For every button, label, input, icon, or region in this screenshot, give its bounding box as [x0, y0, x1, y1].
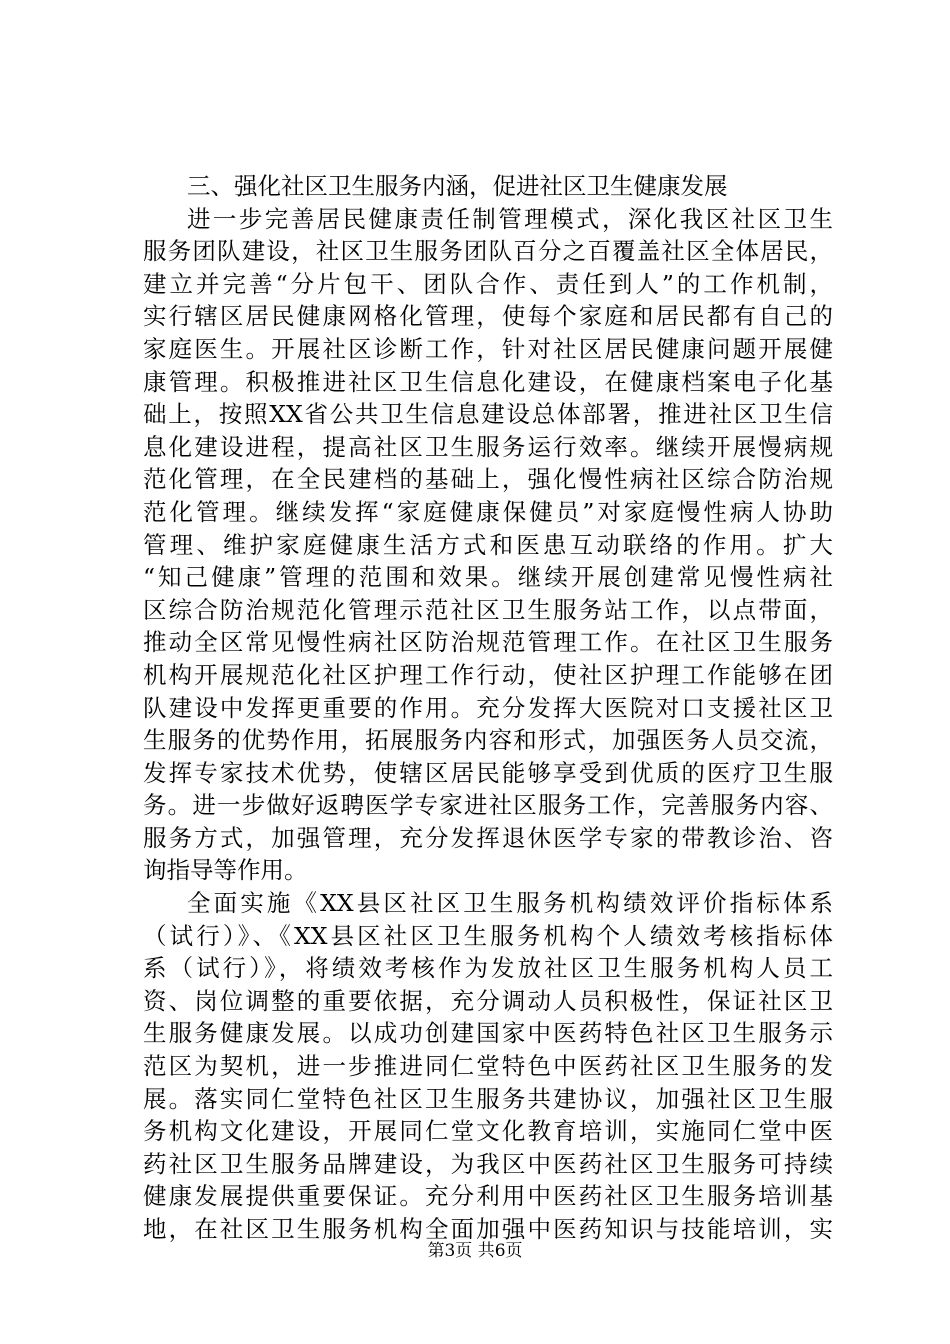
paragraph-line: 推动全区常见慢性病社区防治规范管理工作。在社区卫生服务 — [143, 628, 833, 657]
paragraph-line: 范化管理，在全民建档的基础上，强化慢性病社区综合防治规 — [143, 465, 833, 494]
paragraph-line: 地，在社区卫生服务机构全面加强中医药知识与技能培训，实 — [143, 1215, 833, 1243]
paragraph-line: 机构开展规范化社区护理工作行动，使社区护理工作能够在团 — [143, 660, 833, 689]
paragraph-line: 建立并完善“分片包干、团队合作、责任到人”的工作机制， — [143, 269, 833, 298]
paragraph-line: （试行）》、《XX县区社区卫生服务机构个人绩效考核指标体 — [143, 921, 833, 950]
paragraph-line: 服务团队建设，社区卫生服务团队百分之百覆盖社区全体居民， — [143, 237, 833, 266]
paragraph-1 — [143, 203, 833, 887]
paragraph-line: 系（试行）》，将绩效考核作为发放社区卫生服务机构人员工 — [143, 954, 833, 983]
page-number-footer: 第3页 共6页 — [427, 1241, 523, 1261]
paragraph-line: 队建设中发挥更重要的作用。充分发挥大医院对口支援社区卫 — [143, 693, 833, 722]
section-heading: 三、强化社区卫生服务内涵，促进社区卫生健康发展 — [187, 172, 728, 200]
paragraph-line: 区综合防治规范化管理示范社区卫生服务站工作，以点带面， — [143, 595, 833, 624]
paragraph-line: 范化管理。继续发挥“家庭健康保健员”对家庭慢性病人协助 — [143, 497, 833, 526]
paragraph-line: 全面实施《XX县区社区卫生服务机构绩效评价指标体系 — [187, 889, 833, 918]
paragraph-line: 务。进一步做好返聘医学专家进社区服务工作，完善服务内容、 — [143, 791, 833, 820]
paragraph-line: 进一步完善居民健康责任制管理模式，深化我区社区卫生 — [187, 204, 833, 233]
paragraph-line: 资、岗位调整的重要依据，充分调动人员积极性，保证社区卫 — [143, 986, 833, 1015]
paragraph-line: 务机构文化建设，开展同仁堂文化教育培训，实施同仁堂中医 — [143, 1117, 833, 1146]
paragraph-line: 管理、维护家庭健康生活方式和医患互动联络的作用。扩大 — [143, 530, 833, 559]
paragraph-line: 药社区卫生服务品牌建设，为我区中医药社区卫生服务可持续 — [143, 1149, 833, 1178]
paragraph-line: “知己健康”管理的范围和效果。继续开展创建常见慢性病社 — [143, 563, 833, 592]
paragraph-line: 健康发展提供重要保证。充分利用中医药社区卫生服务培训基 — [143, 1182, 833, 1211]
paragraph-line: 生服务健康发展。以成功创建国家中医药特色社区卫生服务示 — [143, 1019, 833, 1048]
paragraph-line: 家庭医生。开展社区诊断工作，针对社区居民健康问题开展健 — [143, 334, 833, 363]
paragraph-line: 康管理。积极推进社区卫生信息化建设，在健康档案电子化基 — [143, 367, 833, 396]
paragraph-line: 础上，按照XX省公共卫生信息建设总体部署，推进社区卫生信 — [143, 400, 833, 429]
paragraph-line: 服务方式，加强管理，充分发挥退休医学专家的带教诊治、咨 — [143, 823, 833, 852]
paragraph-line: 发挥专家技术优势，使辖区居民能够享受到优质的医疗卫生服 — [143, 758, 833, 787]
paragraph-line: 展。落实同仁堂特色社区卫生服务共建协议，加强社区卫生服 — [143, 1084, 833, 1113]
document-body — [143, 170, 833, 1246]
paragraph-line: 询指导等作用。 — [143, 856, 308, 885]
paragraph-line: 实行辖区居民健康网格化管理，使每个家庭和居民都有自己的 — [143, 302, 833, 331]
paragraph-line: 范区为契机，进一步推进同仁堂特色中医药社区卫生服务的发 — [143, 1052, 833, 1081]
paragraph-line: 息化建设进程，提高社区卫生服务运行效率。继续开展慢病规 — [143, 432, 833, 461]
paragraph-2 — [143, 887, 833, 1246]
paragraph-line: 生服务的优势作用，拓展服务内容和形式，加强医务人员交流， — [143, 726, 833, 755]
